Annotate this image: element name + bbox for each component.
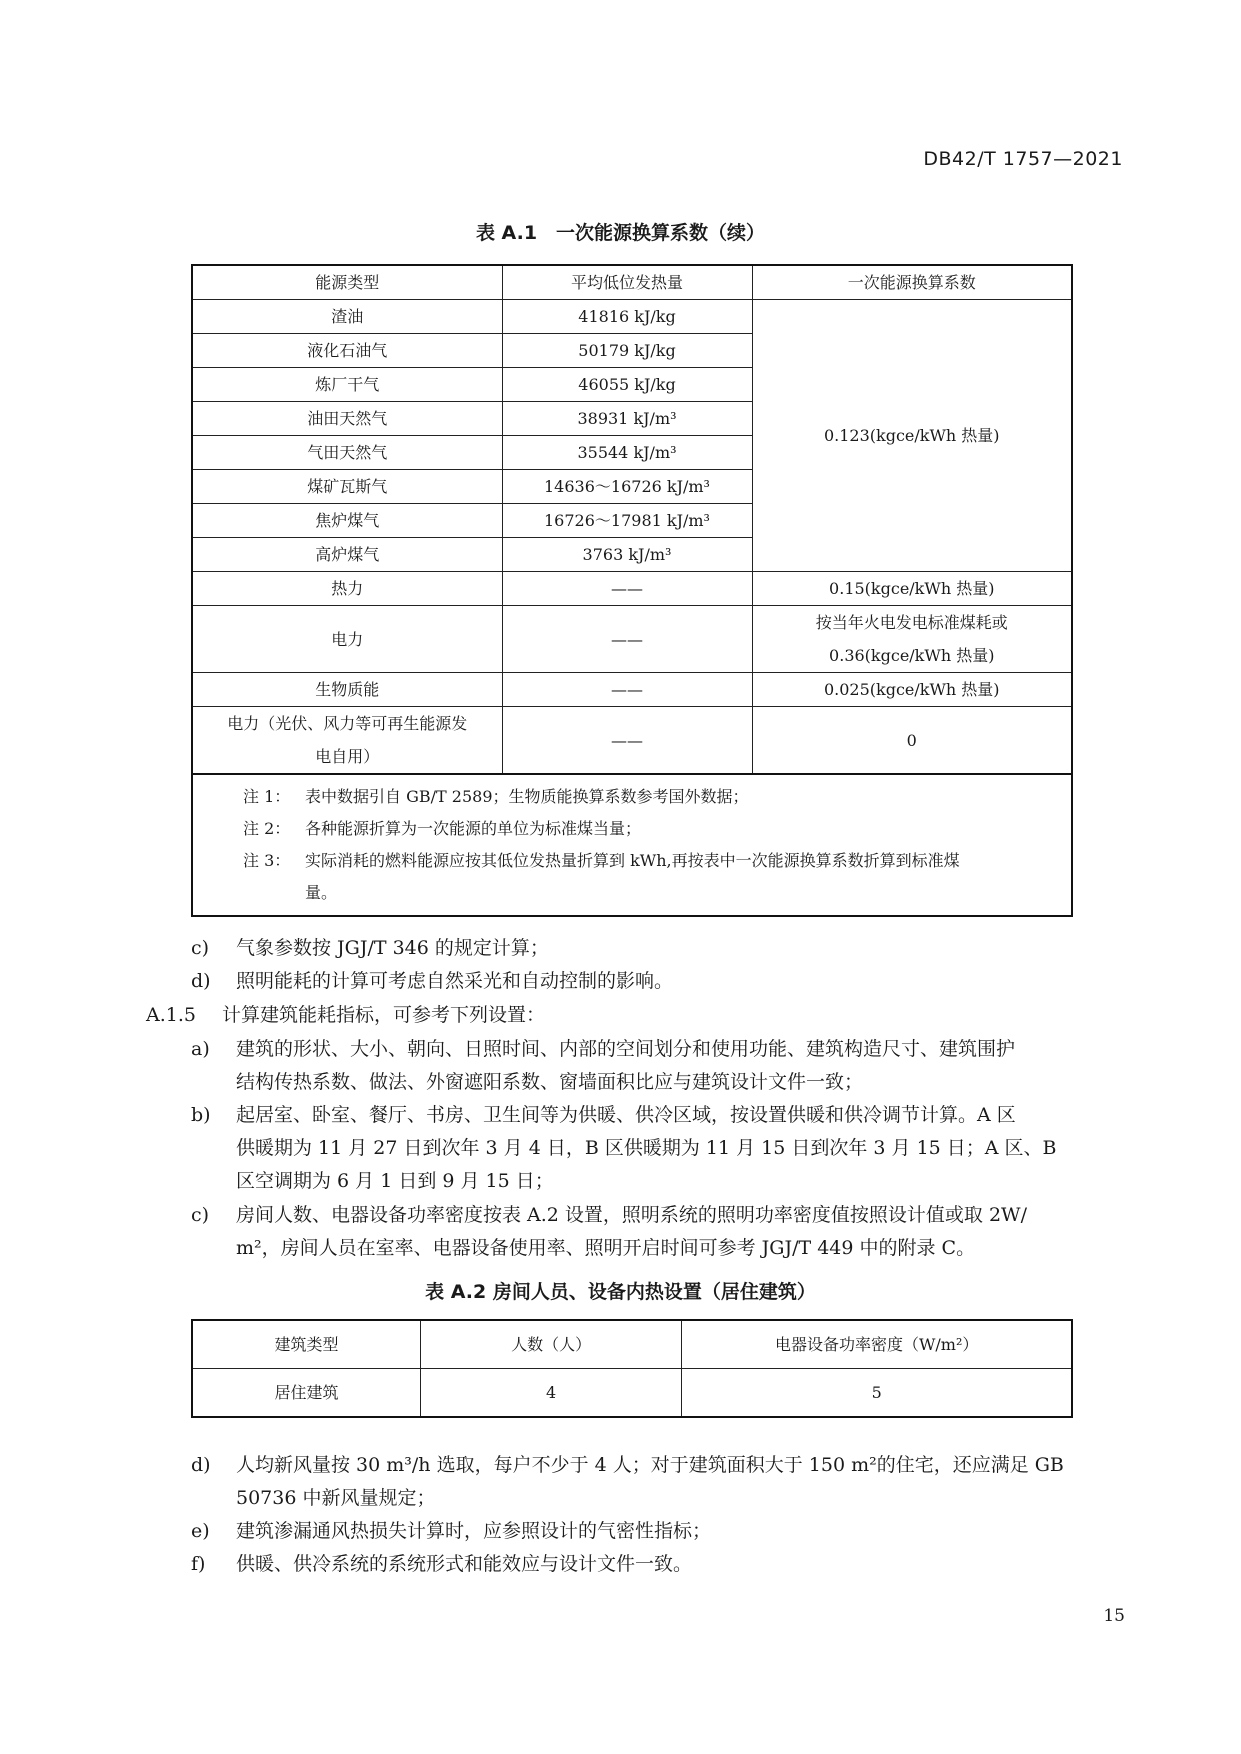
standard-code: DB42/T 1757—2021 xyxy=(923,148,1123,170)
col-header-power-density: 电器设备功率密度（W/m²） xyxy=(682,1320,1072,1369)
table-notes xyxy=(192,774,1072,916)
cell-heat: 16726～17981 kJ/m³ xyxy=(502,504,752,538)
table1-title: 表 A.1 一次能源换算系数（续） xyxy=(475,222,766,244)
page-number: 15 xyxy=(1103,1606,1125,1626)
list-item-label: c) xyxy=(191,1204,210,1226)
cell-type: 电力 xyxy=(192,606,502,673)
table-row xyxy=(192,1369,1072,1418)
cell-type: 液化石油气 xyxy=(192,334,502,368)
cell-factor: 0.15(kgce/kWh 热量) xyxy=(752,572,1072,606)
list-item-text: 气象参数按 JGJ/T 346 的规定计算； xyxy=(236,937,549,959)
cell-heat: 3763 kJ/m³ xyxy=(502,538,752,572)
internal-heat-table xyxy=(191,1319,1073,1418)
col-header-type: 能源类型 xyxy=(192,265,502,300)
cell-merged-factor: 0.123(kgce/kWh 热量) xyxy=(752,300,1072,572)
note-label: 注 3： xyxy=(243,851,291,870)
col-header-building-type: 建筑类型 xyxy=(192,1320,420,1369)
cell-factor: 0.025(kgce/kWh 热量) xyxy=(752,673,1072,707)
list-item-text: 照明能耗的计算可考虑自然采光和自动控制的影响。 xyxy=(236,970,674,992)
cell-factor xyxy=(752,606,1072,673)
list-item-label: f) xyxy=(191,1553,206,1575)
col-header-factor: 一次能源换算系数 xyxy=(752,265,1072,300)
cell-type: 高炉煤气 xyxy=(192,538,502,572)
list-item-line: m²，房间人员在室率、电器设备使用率、照明开启时间可参考 JGJ/T 449 中的附录 C。 xyxy=(236,1237,976,1259)
list-item-line: 供暖期为 11 月 27 日到次年 3 月 4 日，B 区供暖期为 11 月 15 日到次年 3 月 15 日；A 区、B xyxy=(236,1137,1057,1159)
cell-heat: 38931 kJ/m³ xyxy=(502,402,752,436)
cell-type: 气田天然气 xyxy=(192,436,502,470)
note-3 xyxy=(243,845,1061,877)
list-item-line: 建筑的形状、大小、朝向、日照时间、内部的空间划分和使用功能、建筑构造尺寸、建筑围护 xyxy=(236,1038,1016,1060)
col-header-occupants: 人数（人） xyxy=(420,1320,681,1369)
list-item-line: 建筑渗漏通风热损失计算时，应参照设计的气密性指标； xyxy=(236,1520,712,1542)
list-item-line: 50736 中新风量规定； xyxy=(236,1487,436,1509)
table-row xyxy=(192,673,1072,707)
col-header-heat: 平均低位发热量 xyxy=(502,265,752,300)
table-row xyxy=(192,572,1072,606)
cell-factor: 0 xyxy=(752,707,1072,775)
list-item-label: b) xyxy=(191,1104,211,1126)
list-item-label: d) xyxy=(191,1454,211,1476)
cell-power-density: 5 xyxy=(682,1369,1072,1418)
cell-type-line: 电自用） xyxy=(315,747,380,766)
clause-text: 计算建筑能耗指标，可参考下列设置： xyxy=(222,1004,546,1026)
cell-heat: —— xyxy=(502,572,752,606)
cell-factor-line: 按当年火电发电标准煤耗或 xyxy=(815,613,1008,632)
table-row xyxy=(192,606,1072,673)
note-text: 实际消耗的燃料能源应按其低位发热量折算到 kWh,再按表中一次能源换算系数折算到标准煤 xyxy=(305,851,960,870)
list-item-line: 供暖、供冷系统的系统形式和能效应与设计文件一致。 xyxy=(236,1553,693,1575)
cell-heat: 46055 kJ/kg xyxy=(502,368,752,402)
list-item-line: 起居室、卧室、餐厅、书房、卫生间等为供暖、供冷区域，按设置供暖和供冷调节计算。A 区 xyxy=(236,1104,1016,1126)
cell-type: 生物质能 xyxy=(192,673,502,707)
table-row xyxy=(192,300,1072,334)
list-item-label: c) xyxy=(191,937,210,959)
cell-type xyxy=(192,707,502,775)
note-text: 各种能源折算为一次能源的单位为标准煤当量； xyxy=(305,819,642,838)
clause-number: A.1.5 xyxy=(146,1004,196,1026)
cell-type: 炼厂干气 xyxy=(192,368,502,402)
cell-type: 煤矿瓦斯气 xyxy=(192,470,502,504)
cell-factor-line: 0.36(kgce/kWh 热量) xyxy=(829,646,995,665)
note-label: 注 1： xyxy=(243,787,291,806)
cell-heat: —— xyxy=(502,606,752,673)
cell-type: 热力 xyxy=(192,572,502,606)
cell-type: 焦炉煤气 xyxy=(192,504,502,538)
list-item-line: 结构传热系数、做法、外窗遮阳系数、窗墙面积比应与建筑设计文件一致； xyxy=(236,1071,864,1093)
energy-conversion-table xyxy=(191,264,1073,917)
note-1 xyxy=(243,781,1061,813)
list-item-label: a) xyxy=(191,1038,210,1060)
cell-heat: 14636～16726 kJ/m³ xyxy=(502,470,752,504)
list-item-line: 区空调期为 6 月 1 日到 9 月 15 日； xyxy=(236,1170,554,1192)
note-2 xyxy=(243,813,1061,845)
note-text: 表中数据引自 GB/T 2589；生物质能换算系数参考国外数据； xyxy=(305,787,749,806)
note-3-continuation: 量。 xyxy=(305,883,338,902)
cell-type-line: 电力（光伏、风力等可再生能源发 xyxy=(227,714,468,733)
cell-building-type: 居住建筑 xyxy=(192,1369,420,1418)
list-item-label: e) xyxy=(191,1520,210,1542)
cell-heat: 50179 kJ/kg xyxy=(502,334,752,368)
cell-type: 油田天然气 xyxy=(192,402,502,436)
table-row xyxy=(192,707,1072,775)
cell-occupants: 4 xyxy=(420,1369,681,1418)
cell-type: 渣油 xyxy=(192,300,502,334)
cell-heat: 41816 kJ/kg xyxy=(502,300,752,334)
note-label: 注 2： xyxy=(243,819,291,838)
cell-heat: —— xyxy=(502,673,752,707)
list-item-line: 房间人数、电器设备功率密度按表 A.2 设置，照明系统的照明功率密度值按照设计值或取 2W/ xyxy=(236,1204,1027,1226)
cell-heat: —— xyxy=(502,707,752,775)
list-item-label: d) xyxy=(191,970,211,992)
cell-heat: 35544 kJ/m³ xyxy=(502,436,752,470)
table2-title: 表 A.2 房间人员、设备内热设置（居住建筑） xyxy=(425,1281,816,1303)
list-item-line: 人均新风量按 30 m³/h 选取，每户不少于 4 人；对于建筑面积大于 150 m²的住宅，还应满足 GB xyxy=(236,1454,1064,1476)
